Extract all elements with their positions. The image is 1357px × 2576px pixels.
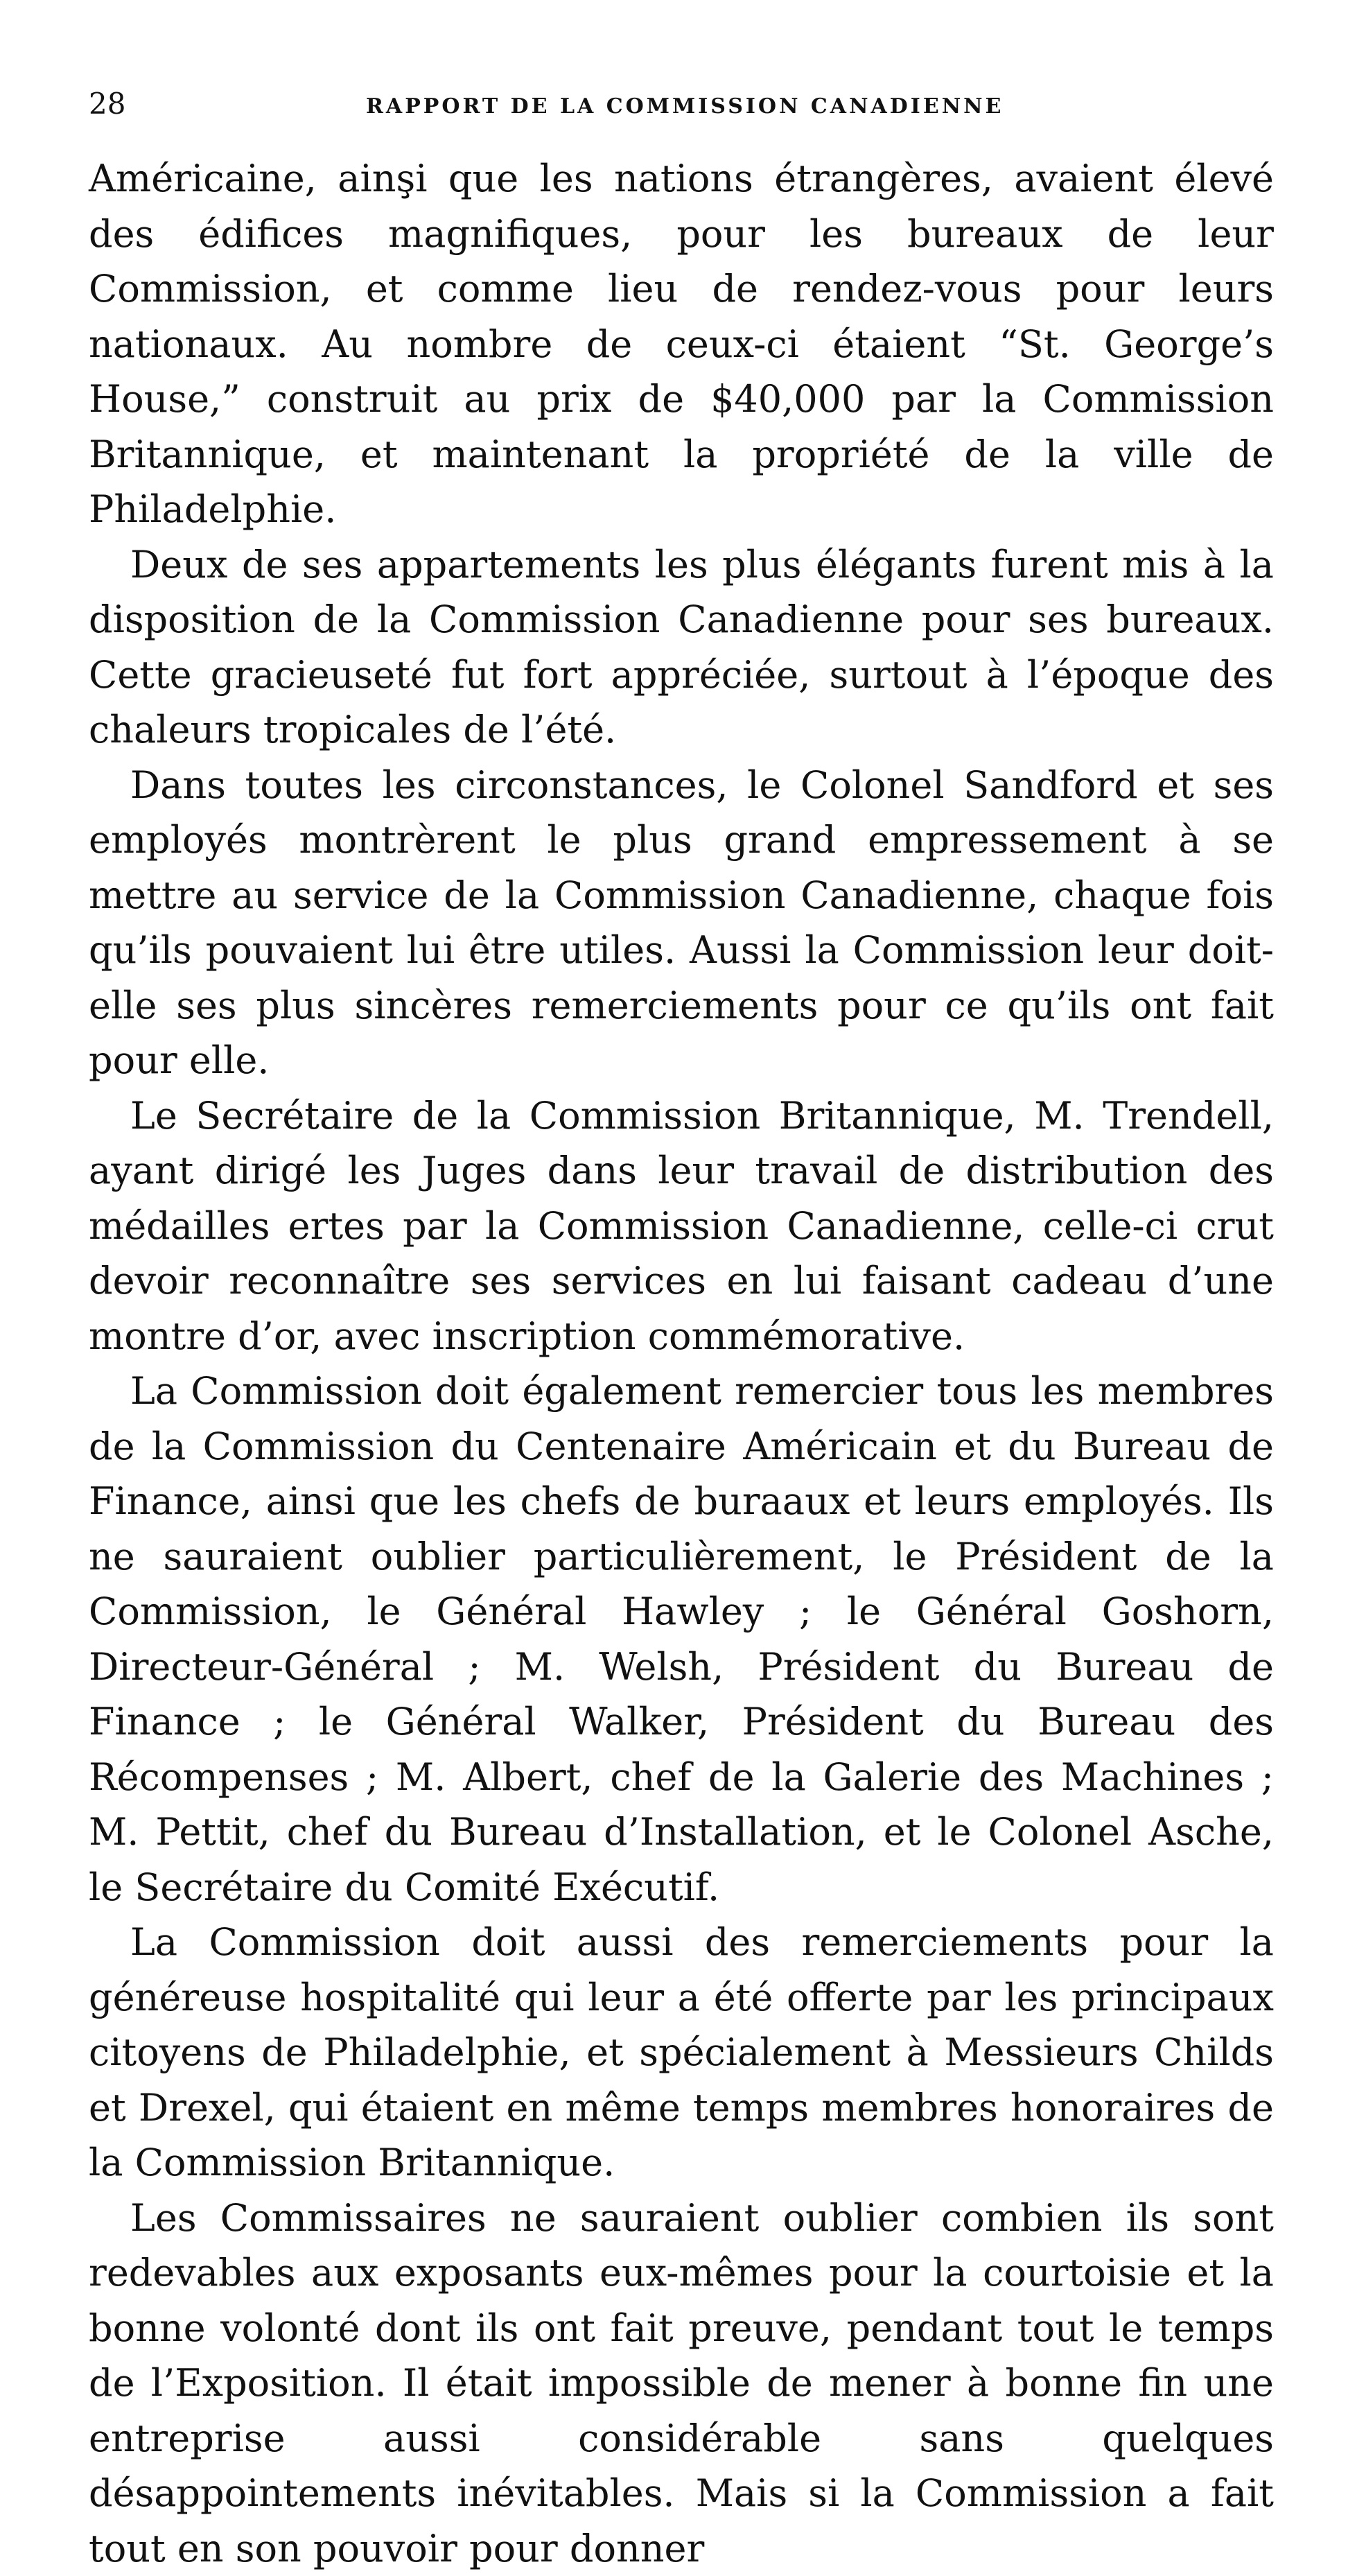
paragraph: La Commission doit aussi des remerciements pour la généreuse hospitalité qui leur a été offerte par les principaux citoyens de Philadelphie, et spécialement à Messieurs Childs et Drexel, qui étaient en même temps membres honoraires de la Commission Britannique. [89,1915,1274,2191]
paragraph: Le Secrétaire de la Commission Britannique, M. Trendell, ayant dirigé les Juges dans leur travail de distribution des médailles ertes par la Commission Canadienne, celle-ci crut devoir reconnaître ses services en lui faisant cadeau d’une montre d’or, avec inscription commémorative. [89,1088,1274,1364]
paragraph: Américaine, ainşi que les nations étrangères, avaient élevé des édifices magnifiques, pour les bureaux de leur Commission, et comme lieu de rendez-vous pour leurs nationaux. Au nombre de ceux-ci étaient “St. George’s House,” construit au prix de $40,000 par la Commission Britannique, et maintenant la propriété de la ville de Philadelphie. [89,151,1274,537]
paragraph: Dans toutes les circonstances, le Colonel Sandford et ses employés montrèrent le plus grand empressement à se mettre au service de la Commission Canadienne, chaque fois qu’ils pouvaient lui être utiles. Aussi la Commission leur doit-elle ses plus sincères remerciements pour ce qu’ils ont fait pour elle. [89,758,1274,1088]
paragraph: Deux de ses appartements les plus élégants furent mis à la disposition de la Commission Canadienne pour ses bureaux. Cette gracieuseté fut fort appréciée, surtout à l’époque des chaleurs tropicales de l’été. [89,537,1274,758]
page-header [89,83,1274,139]
body-text [89,151,1274,2576]
running-head: RAPPORT DE LA COMMISSION CANADIENNE [366,89,1004,125]
document-page [89,83,1274,2576]
paragraph: Les Commissaires ne sauraient oublier combien ils sont redevables aux exposants eux-mêmes pour la courtoisie et la bonne volonté dont ils ont fait preuve, pendant tout le temps de l’Exposition. Il était impossible de mener à bonne fin une entreprise aussi considérable sans quelques désappointements inévitables. Mais si la Commission a fait tout en son pouvoir pour donner [89,2191,1274,2576]
paragraph: La Commission doit également remercier tous les membres de la Commission du Centenaire Américain et du Bureau de Finance, ainsi que les chefs de buraaux et leurs employés. Ils ne sauraient oublier particulièrement, le Président de la Commission, le Général Hawley ; le Général Goshorn, Directeur-Général ; M. Welsh, Président du Bureau de Finance ; le Général Walker, Président du Bureau des Récompenses ; M. Albert, chef de la Galerie des Machines ; M. Pettit, chef du Bureau d’Installation, et le Colonel Asche, le Secrétaire du Comité Exécutif. [89,1364,1274,1915]
page-number: 28 [89,83,125,125]
